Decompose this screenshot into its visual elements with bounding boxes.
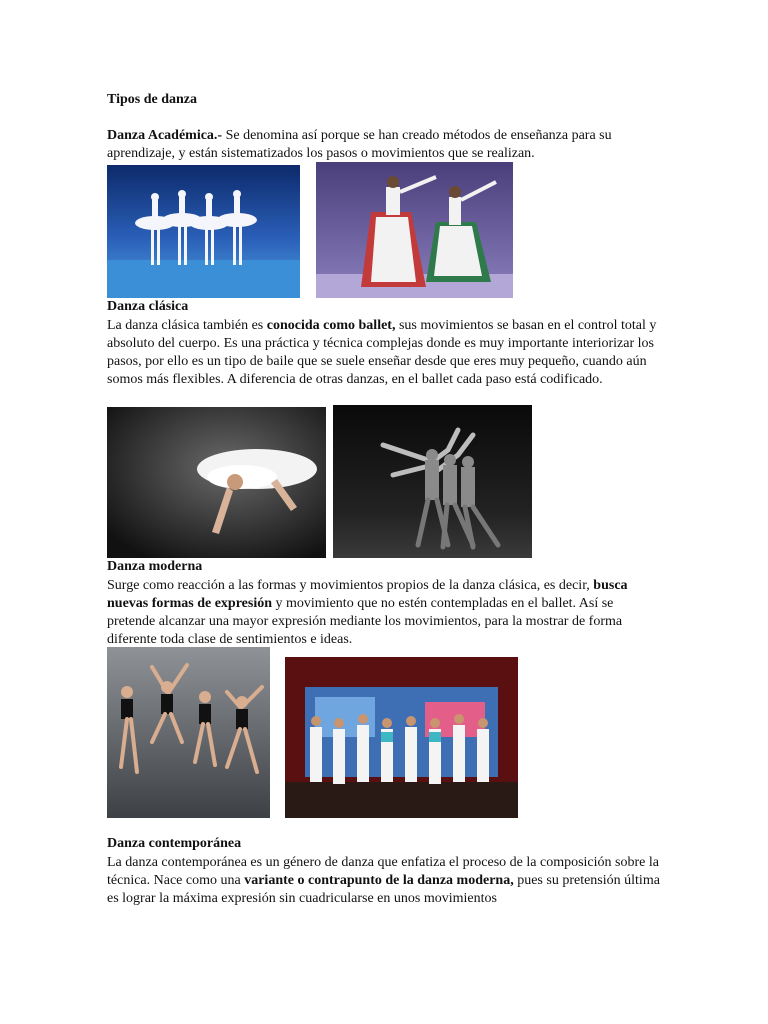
photo-dancers-jumping <box>107 647 270 818</box>
heading-clasica: Danza clásica <box>107 299 189 314</box>
document-title: Tipos de danza <box>107 92 197 107</box>
paragraph-moderna <box>107 577 655 649</box>
text-contemporanea-2: pues su pretensión última es lograr la máxima expresión sin cuadricularse en unos movimientos <box>107 873 660 906</box>
photo-modern-dancers-bw <box>333 405 532 558</box>
photo-ballerina-kneeling <box>107 407 326 558</box>
photo-ballet-ensemble <box>107 165 300 298</box>
photo-stage-group <box>285 657 518 818</box>
heading-academica: Danza Académica.- <box>107 128 223 143</box>
text-moderna-2: y movimiento que no estén contempladas en el ballet. Así se pretende alcanzar una mayor expresión mediante los movimientos, para la mostrar de forma diferente toda clase de sentimientos e ideas. <box>107 596 623 647</box>
text-moderna-1: Surge como reacción a las formas y movimientos propios de la danza clásica, es decir, <box>107 578 594 593</box>
text-clasica-2: sus movimientos se basan en el control total y absoluto del cuerpo. Es una práctica y técnica complejas donde es muy importante interiorizar los pasos, por ello es un tipo de baile que se suele enseñar desde que eres muy pequeño, cuando aún somos más flexibles. A diferencia de otras danzas, en el ballet cada paso está codificado. <box>107 318 657 387</box>
heading-contemporanea: Danza contemporánea <box>107 836 242 851</box>
heading-moderna: Danza moderna <box>107 559 203 574</box>
bold-moderna: busca nuevas formas de expresión <box>107 578 628 611</box>
paragraph-clasica <box>107 317 663 389</box>
paragraph-academica <box>107 127 667 163</box>
text-contemporanea-1: La danza contemporánea es un género de danza que enfatiza el proceso de la composición sobre la técnica. Nace como una <box>107 855 659 888</box>
bold-contemporanea: variante o contrapunto de la danza moderna, <box>244 873 514 888</box>
photo-couple-dance <box>316 162 513 298</box>
text-academica: Se denomina así porque se han creado métodos de enseñanza para su aprendizaje, y están sistematizados los pasos o movimientos que se realizan. <box>107 128 612 161</box>
paragraph-contemporanea <box>107 854 663 908</box>
bold-clasica: conocida como ballet, <box>266 318 396 333</box>
text-clasica-1: La danza clásica también es <box>107 318 267 333</box>
